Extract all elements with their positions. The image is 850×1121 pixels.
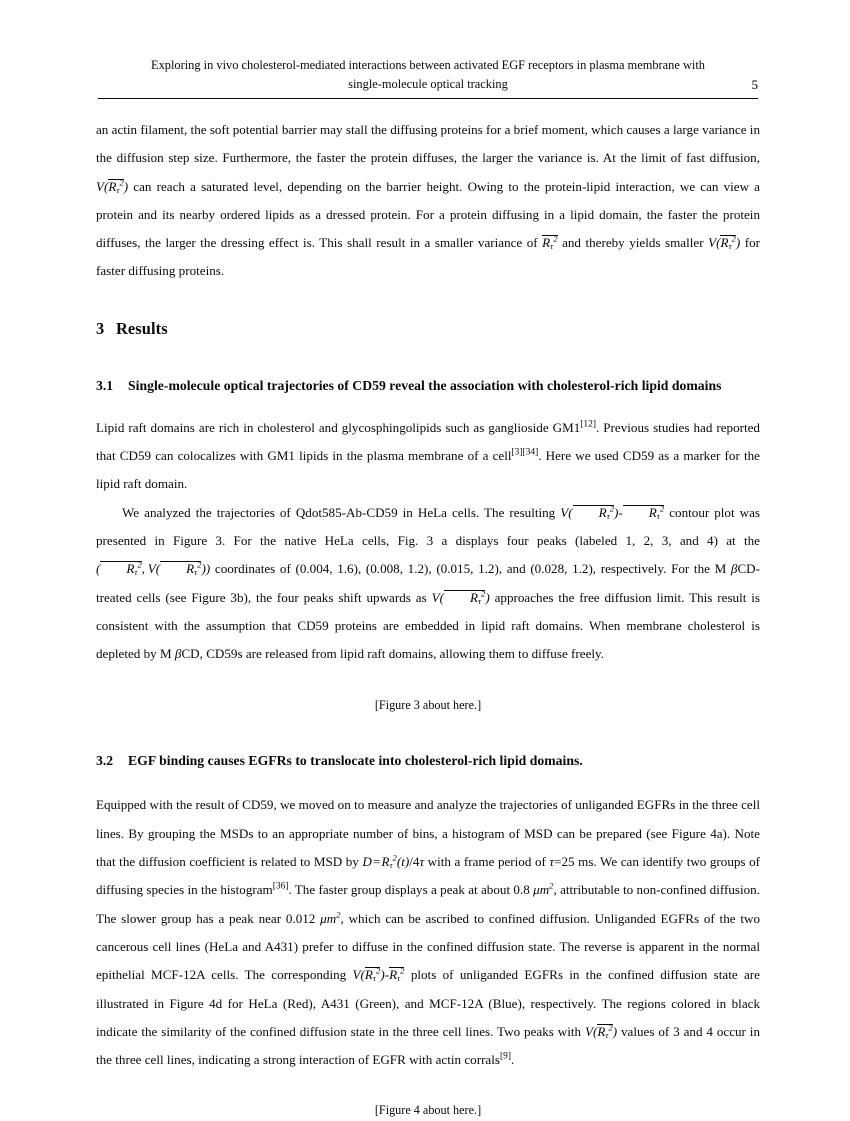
section-number-3: 3 [96, 318, 105, 338]
subsection-heading-3-1 [96, 371, 760, 400]
beta-symbol-1: β [730, 561, 738, 577]
subsection-number-3-1: 3.1 [96, 377, 114, 393]
body-text [96, 116, 760, 1121]
math-minus-rtau2: $-R_\tau^2$ [384, 965, 405, 984]
para-32a-text-9: . [510, 1052, 515, 1068]
para-31b-text-5: approaches the free diffusion limit. This result is consistent with the assumption that CD59 proteins are embedded in lipid raft domains. When membrane cholesterol is depleted by M [96, 589, 760, 662]
paragraph-continued [96, 116, 760, 286]
math-v-rtau2-c: V( $R_\tau^2$) [431, 588, 490, 606]
math-v-rtau2-e: $V(R_\tau^2)$ [584, 1022, 618, 1040]
page-number: 5 [751, 77, 758, 92]
para-31a-text-3: . Here we used CD59 as a marker for the lipid raft domain. [96, 448, 760, 492]
para-31a-text-2: . Previous studies had reported that CD59 can colocalizes with GM1 lipids in the plasma membrane of a cell [96, 419, 760, 464]
unit-exponent-1: 2 [549, 880, 554, 891]
running-head-line-1: Exploring in vivo cholesterol-mediated interactions between activated EGF receptors in plasma membrane with [151, 58, 705, 72]
unit-exponent-2: 2 [336, 909, 341, 920]
section-heading-results [96, 317, 760, 341]
para-31a-text-1: Lipid raft domains are rich in cholesterol and glycosphingolipids such as ganglioside GM1 [96, 419, 581, 435]
beta-symbol-2: β [174, 646, 182, 662]
para-32a-text-4: . The faster group displays a peak at about 0.8 [288, 882, 534, 898]
figure-3-placeholder: [Figure 3 about here.] [374, 698, 482, 713]
citation-36: [36] [272, 881, 289, 892]
citation-3: [3] [511, 447, 523, 458]
math-coordinate-pair: ( $R_\tau^2$, V( $R_\tau^2$)) [96, 559, 211, 578]
unit-micrometer-2: μm [320, 910, 337, 926]
para-continued-text-3: and thereby yields smaller [557, 235, 709, 251]
math-diffusion-coefficient: D = $R_\tau^2(t)/4\tau$ [362, 852, 425, 871]
math-rtau2-a: $R_\tau^2$ [542, 233, 558, 252]
para-32a-text-8: values of 3 and 4 occur in the three cell lines, indicating a strong interaction of EGFR with actin corrals [96, 1023, 760, 1068]
math-v-rtau2-a: $V(R_\tau^2)$ [96, 177, 129, 195]
unit-micrometer-1: μm [533, 882, 550, 898]
tau-symbol: τ [549, 854, 555, 870]
math-v-rtau2-minus-rtau2: V( $R_\tau^2)-$ $R_\tau^2$ [560, 503, 665, 521]
para-32a-text-1: Equipped with the result of CD59, we moved on to measure and analyze the trajectories of unliganded EGFRs in the three cell lines. By grouping the MSDs to an appropriate number of bins, a histogram of MSD can be prepared (see Figure 4a). Note that the diffusion coefficient is related to MSD by [96, 797, 760, 870]
subsection-title-3-1: Single-molecule optical trajectories of CD59 reveal the association with cholesterol-rich lipid domains [128, 377, 722, 393]
tau-value: =25 [554, 854, 575, 870]
para-31b-text-2: contour plot was presented in Figure 3. For the native HeLa cells, Fig. 3 a displays four peaks (labeled 1, 2, 3, and 4) at the [96, 504, 760, 548]
para-31b-text-1: We analyzed the trajectories of Qdot585-Ab-CD59 in HeLa cells. The resulting [122, 504, 561, 520]
running-head [96, 56, 760, 99]
para-continued-text-1: an actin filament, the soft potential barrier may stall the diffusing proteins for a brief moment, which causes a large variance in the diffusion step size. Furthermore, the faster the protein diffuses, the larger the variance is. At the limit of fast diffusion, [96, 122, 760, 166]
subsection-heading-3-2 [96, 746, 760, 775]
para-32a-text-3: ms. We can identify two groups of diffusing species in the histogram [96, 854, 760, 898]
math-v-rtau2-b: $V(R_\tau^2)$ [708, 233, 741, 252]
running-head-line-2 [98, 75, 758, 94]
citation-12: [12] [580, 419, 596, 430]
subsection-number-3-2: 3.2 [96, 753, 114, 769]
para-32a-text-2: with a frame period of [424, 854, 550, 870]
citation-9: [9] [499, 1051, 511, 1062]
paragraph-3-2-a [96, 791, 760, 1074]
citation-34: [34] [522, 447, 539, 458]
figure-4-placeholder: [Figure 4 about here.] [374, 1103, 482, 1118]
para-32a-text-7: plots of unliganded EGFRs in the confined diffusion state are illustrated in Figure 4d for HeLa (Red), A431 (Green), and MCF-12A (Blue), respectively. The regions colored in black indicate the similarity of the confined diffusion state in the three cell lines. Two peaks with [96, 967, 760, 1039]
para-continued-text-4: for faster diffusing proteins. [96, 235, 760, 279]
running-head-title-2: single-molecule optical tracking [348, 77, 508, 91]
para-continued-text-2: can reach a saturated level, depending on the barrier height. Owing to the protein-lipid interaction, we can view a protein and its nearby ordered lipids as a dressed protein. For a protein diffusing in a lipid domain, the faster the protein diffuses, the larger the dressing effect is. This shall result in a smaller variance of [96, 178, 760, 251]
para-31b-text-6: CD, CD59s are released from lipid raft domains, allowing them to diffuse freely. [181, 646, 604, 662]
math-v-rtau2-d: $V(R_\tau^2)$ [352, 965, 385, 984]
para-31b-text-4: CD-treated cells (see Figure 3b), the four peaks shift upwards as [96, 561, 760, 605]
para-31b-text-3: coordinates of (0.004, 1.6), (0.008, 1.2), (0.015, 1.2), and (0.028, 1.2), respectively. For the M [210, 561, 731, 577]
header-rule [98, 98, 758, 99]
para-32a-text-5: , attributable to non-confined diffusion. The slower group has a peak near 0.012 [96, 882, 761, 926]
paragraph-3-1-b [96, 499, 760, 669]
para-32a-text-6: , which can be ascribed to confined diffusion. Unliganded EGFRs of the two cancerous cell lines (HeLa and A431) prefer to diffuse in the confined diffusion state. The reverse is apparent in the normal epithelial MCF-12A cells. The corresponding [96, 910, 760, 983]
paragraph-3-1-a [96, 414, 760, 499]
subsection-title-3-2: EGF binding causes EGFRs to translocate into cholesterol-rich lipid domains. [128, 753, 583, 769]
section-title-results: Results [116, 318, 168, 338]
